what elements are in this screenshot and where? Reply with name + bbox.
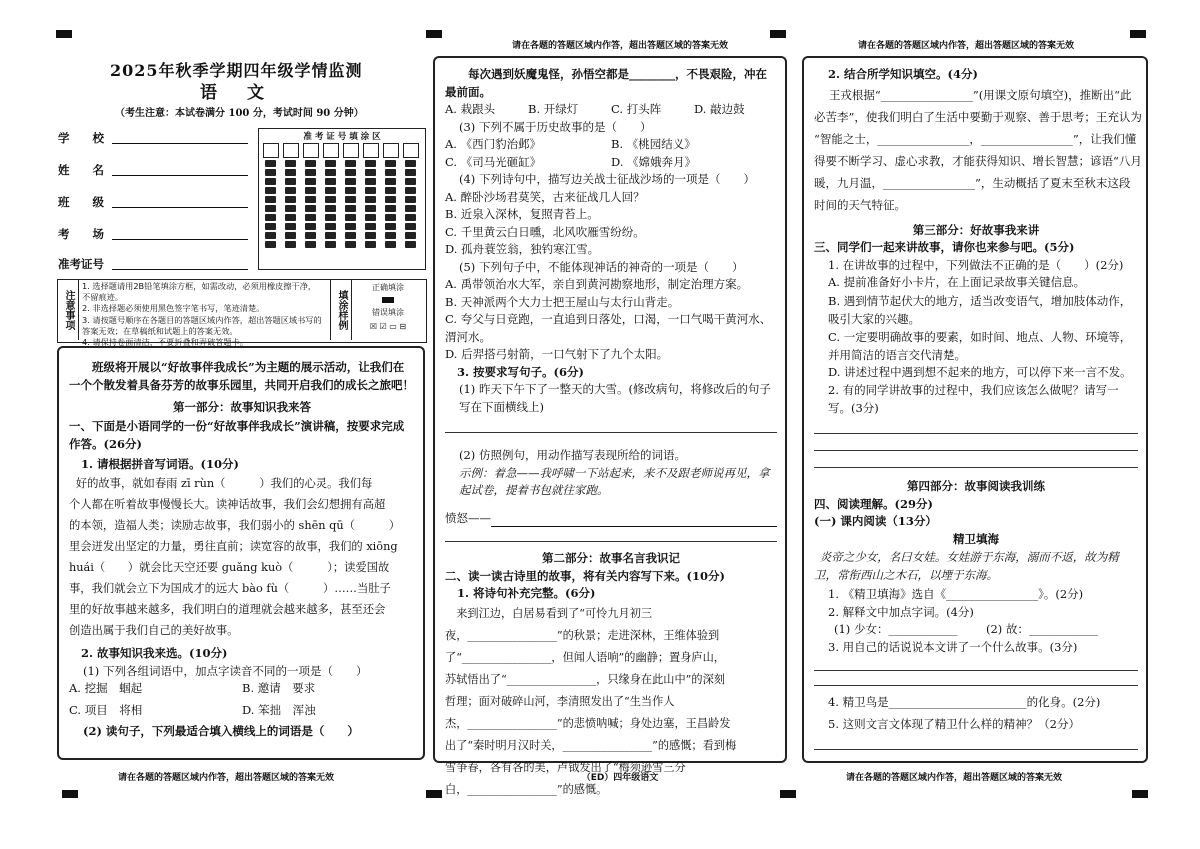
id-bubble[interactable]	[345, 241, 356, 248]
wrong-label: 错误填涂	[372, 308, 404, 317]
id-bubble[interactable]	[365, 214, 376, 221]
fill-passage[interactable]	[814, 84, 1142, 216]
page-footer: （ED）四年级语文	[581, 773, 659, 783]
reading-q2: 2. 解释文中加点字词。(4分)	[828, 604, 974, 619]
id-bubble[interactable]	[365, 205, 376, 212]
exam-note: （考生注意：本试卷满分 100 分，考试时间 90 分钟）	[115, 108, 364, 119]
id-area-title: 准 考 证 号 填 涂 区	[303, 132, 381, 142]
part2-title: 第二部分：故事名言我识记	[542, 551, 680, 565]
id-bubble[interactable]	[285, 232, 296, 239]
question-2: 二、读一读古诗里的故事，将有关内容写下来。(10分)	[445, 568, 725, 583]
question-3: 三、同学们一起来讲故事，请你也来参与吧。(5分)	[814, 240, 1075, 254]
field-room-label: 考 场	[58, 227, 104, 241]
id-bubble[interactable]	[285, 196, 296, 203]
fill-line: 暖，九月温，________________”，生动概括了夏末至秋末这段	[814, 175, 1131, 190]
reading-q2-item[interactable]: (2) 故：____________	[986, 622, 1098, 636]
question-2-2: 2. 结合所学知识填空。(4分)	[828, 67, 978, 81]
fill-line: 时间的天气特征。	[814, 197, 906, 212]
field-school-label: 学 校	[58, 131, 104, 145]
id-bubble[interactable]	[345, 169, 356, 176]
id-bubble[interactable]	[265, 196, 276, 203]
option-a[interactable]: A. 醉卧沙场君莫笑，古来征战几人回？	[445, 189, 645, 204]
id-bubble[interactable]	[365, 223, 376, 230]
registration-mark	[62, 790, 78, 798]
option-c[interactable]: C. 夸父与日竞跑，一直追到日落处，口渴，一口气喝干黄河水、渭河水。	[445, 312, 772, 344]
id-bubble[interactable]	[265, 169, 276, 176]
footer-notice: 请在各题的答题区域内作答，超出答题区域的答案无效	[118, 773, 335, 783]
id-bubble[interactable]	[385, 205, 396, 212]
id-bubble[interactable]	[325, 223, 336, 230]
field-name-label: 姓 名	[58, 163, 104, 177]
correct-sample	[382, 297, 394, 303]
id-bubble[interactable]	[365, 178, 376, 185]
notes-label: 注意事项	[58, 280, 79, 340]
option-c[interactable]: C. 项目 将相	[69, 702, 143, 717]
question-3b-2: (2) 仿照例句，用动作描写表现所给的词语。	[459, 448, 686, 462]
id-digit-box[interactable]	[383, 143, 399, 158]
bubble-grid[interactable]	[263, 143, 420, 248]
id-bubble[interactable]	[285, 187, 296, 194]
prompt-label: 愤怒——	[445, 510, 491, 525]
exam-room-field[interactable]	[112, 239, 248, 240]
options-row[interactable]	[445, 101, 777, 119]
id-bubble[interactable]	[265, 241, 276, 248]
id-bubble[interactable]	[325, 214, 336, 221]
id-bubble[interactable]	[265, 160, 276, 167]
option-d[interactable]: D. 讲述过程中遇到想不起来的地方，可以停下来一言不发。	[828, 364, 1132, 379]
poem-line: 白，________________”的感慨。	[445, 782, 608, 796]
note-item: 4. 请保持卷面清洁，不要折叠和弄破答题卡。	[82, 337, 248, 348]
id-bubble[interactable]	[405, 187, 416, 194]
prompt-row[interactable]	[445, 510, 777, 528]
question-3b: 3. 按要求写句子。(6分)	[457, 364, 584, 379]
id-bubble[interactable]	[365, 241, 376, 248]
answer-line[interactable]	[445, 541, 777, 542]
fill-line: 得要不断学习、虚心求教，才能获得知识、增长智慧；谚语“八月	[814, 153, 1142, 168]
registration-mark	[426, 790, 442, 798]
id-bubble[interactable]	[305, 223, 316, 230]
fill-line: 王戎根据“________________”(用课文原句填空)，推断出“此	[828, 87, 1132, 102]
id-digit-box[interactable]	[323, 143, 339, 158]
id-bubble[interactable]	[285, 178, 296, 185]
exam-title: 2025年秋季学期四年级学情监测	[110, 61, 363, 80]
left-answer-box	[57, 346, 425, 760]
id-digit-box[interactable]	[343, 143, 359, 158]
notes-box	[57, 279, 427, 348]
option-b[interactable]: B. 遇到情节起伏大的地方，适当改变语气，增加肢体动作，吸引大家的兴趣。	[828, 293, 1132, 326]
option-c[interactable]: C. 一定要明确故事的要素，如时间、地点、人物、环境等，并用简洁的语言交代清楚。	[828, 329, 1132, 362]
id-bubble[interactable]	[285, 205, 296, 212]
id-bubble[interactable]	[305, 214, 316, 221]
id-bubble[interactable]	[265, 178, 276, 185]
option-a[interactable]: A. 栽跟头	[445, 102, 496, 116]
passage-line: 事，我们就会立下为国成才的远大 bào fù（ ）……当肚子	[69, 582, 391, 595]
option-d[interactable]: D. 后羿搭弓射箭，一口气射下了九个太阳。	[445, 347, 669, 361]
id-bubble[interactable]	[405, 214, 416, 221]
note-item: 1. 选择题请用2B铅笔填涂方框，如需改动，必须用橡皮擦干净，不留痕迹。	[82, 281, 317, 303]
id-bubble[interactable]	[385, 223, 396, 230]
option-b[interactable]: B. 《桃园结义》	[611, 137, 696, 151]
option-a[interactable]: A. 提前准备好小卡片，在上面记录故事关键信息。	[828, 275, 1086, 289]
answer-line[interactable]	[491, 514, 777, 527]
answer-line[interactable]	[445, 432, 777, 433]
id-bubble[interactable]	[285, 160, 296, 167]
poem-line: 夜，________________”的秋景；走进深林，王维体验到	[445, 628, 720, 642]
question-1-2-2: (2) 读句子，下列最适合填入横线上的词语是（ ）	[83, 724, 359, 738]
reading-title: 精卫填海	[953, 531, 999, 546]
intro-text: 班级将开展以“好故事伴我成长”为主题的展示活动，让我们在一个个散发着具备芬芳的故事乐园里，共同开启我们的成长之旅吧！	[69, 360, 414, 392]
wrong-sample: ☒ ☑ ▭ ⊟	[369, 322, 407, 331]
poem-line: 了“________________，但闻人语响”的幽静；置身庐山，	[445, 650, 725, 664]
poem-line: 苏轼悟出了“________________，只缘身在此山中”的深刻	[445, 672, 725, 686]
reading-q1: 1. 《精卫填海》选自《________________》。(2分)	[828, 587, 1084, 601]
answer-line[interactable]	[814, 433, 1138, 434]
reading-text: 炎帝之少女，名曰女娃。女娃游于东海，溺而不返，故为精卫，常衔西山之木石，以堙于东海。	[814, 550, 1119, 582]
id-bubble[interactable]	[345, 214, 356, 221]
id-bubble[interactable]	[365, 187, 376, 194]
id-bubble[interactable]	[405, 223, 416, 230]
option-c[interactable]: C. 打头阵	[611, 102, 662, 116]
answer-line[interactable]	[814, 685, 1138, 686]
id-bubble[interactable]	[325, 160, 336, 167]
correct-label: 正确填涂	[372, 283, 404, 292]
id-bubble[interactable]	[285, 223, 296, 230]
question-3b-1: (1) 昨天下午下了一整天的大雪。(修改病句，将修改后的句子写在下面横线上)	[459, 382, 771, 414]
id-bubble[interactable]	[405, 169, 416, 176]
question-1-2: 2. 故事知识我来选。(10分)	[81, 646, 228, 660]
id-bubble[interactable]	[325, 205, 336, 212]
reading-q3: 3. 用自己的话说说本文讲了一个什么故事。(3分)	[828, 639, 1078, 654]
reading-q2-items[interactable]	[814, 621, 1138, 639]
answer-line[interactable]	[814, 450, 1138, 451]
id-bubble[interactable]	[365, 232, 376, 239]
id-bubble[interactable]	[265, 214, 276, 221]
id-bubble[interactable]	[305, 169, 316, 176]
subject-title: 语文	[200, 83, 294, 103]
id-bubble[interactable]	[265, 232, 276, 239]
option-a[interactable]: A. 挖掘 蝈起	[69, 681, 143, 695]
option-b[interactable]: B. 邀请 要求	[242, 681, 316, 695]
id-bubble[interactable]	[325, 196, 336, 203]
poem-line: 哲理；面对破碎山河，李清照发出了“生当作人	[445, 694, 675, 708]
options-row[interactable]	[445, 136, 777, 154]
option-b[interactable]: B. 开绿灯	[528, 102, 579, 116]
id-fill-area[interactable]	[258, 128, 426, 270]
option-d[interactable]: D. 孤舟蓑笠翁，独钓寒江雪。	[445, 242, 600, 256]
id-bubble[interactable]	[345, 232, 356, 239]
fill-sample	[354, 282, 422, 332]
id-bubble[interactable]	[325, 169, 336, 176]
fill-line: “智能之士，________________，________________”，让我们懂	[814, 131, 1137, 146]
id-bubble[interactable]	[385, 160, 396, 167]
field-class-label: 班 级	[58, 195, 104, 209]
id-bubble[interactable]	[405, 241, 416, 248]
question-2-1: 1. 将诗句补充完整。(6分)	[457, 586, 596, 600]
option-c[interactable]: C. 千里黄云白日曛，北风吹雁雪纷纷。	[445, 224, 645, 239]
question-4: 四、阅读理解。(29分)	[814, 496, 933, 511]
id-digit-box[interactable]	[283, 143, 299, 158]
reading-q2-item[interactable]: (1) 少女：____________	[834, 622, 958, 636]
id-bubble[interactable]	[325, 232, 336, 239]
registration-mark	[780, 790, 796, 798]
options-row[interactable]	[69, 680, 415, 698]
question-4: (4) 下列诗句中，描写边关战士征战沙场的一项是（ ）	[459, 172, 755, 186]
poem-line: 杰，________________”的悲愤呐喊；身处边塞，王昌龄发	[445, 716, 731, 730]
note-item: 3. 请按题号顺序在各题目的答题区域内作答，超出答题区域书写的答案无效；在草稿纸和试题上的答案无效。	[82, 314, 322, 336]
option-b[interactable]: B. 天神派两个大力士把王屋山与太行山背走。	[445, 294, 680, 309]
id-bubble[interactable]	[385, 196, 396, 203]
fill-sample-label: 填涂样例	[330, 280, 352, 340]
id-bubble[interactable]	[325, 241, 336, 248]
option-d[interactable]: D. 笨拙 浑浊	[242, 702, 316, 717]
options-row[interactable]	[69, 702, 415, 720]
id-bubble[interactable]	[305, 178, 316, 185]
answer-line[interactable]	[814, 749, 1138, 750]
id-bubble[interactable]	[405, 178, 416, 185]
option-c[interactable]: C. 《司马光砸缸》	[445, 154, 542, 169]
top-notice: 请在各题的答题区域内作答，超出答题区域的答案无效	[857, 41, 1074, 51]
id-bubble[interactable]	[345, 187, 356, 194]
question-3-2: 2. 有的同学讲故事的过程中，我们应该怎么做呢？请写一写。(3分)	[828, 383, 1119, 415]
footer-notice: 请在各题的答题区域内作答，超出答题区域的答案无效	[846, 773, 1063, 783]
id-bubble[interactable]	[285, 169, 296, 176]
id-bubble[interactable]	[365, 169, 376, 176]
id-bubble[interactable]	[405, 205, 416, 212]
reading-q5: 5. 这则文言文体现了精卫什么样的精神？（2分）	[828, 716, 1080, 731]
question-3: (3) 下列不属于历史故事的是（ ）	[459, 119, 652, 134]
id-bubble[interactable]	[405, 160, 416, 167]
option-a[interactable]: A. 禹带领治水大军，亲自到黄河勘察地形，制定治理方案。	[445, 277, 749, 291]
id-bubble[interactable]	[365, 160, 376, 167]
id-digit-box[interactable]	[403, 143, 419, 158]
id-bubble[interactable]	[385, 214, 396, 221]
id-bubble[interactable]	[325, 178, 336, 185]
id-bubble[interactable]	[305, 160, 316, 167]
field-id-label: 准考证号	[58, 257, 104, 271]
id-bubble[interactable]	[305, 187, 316, 194]
passage-line: 里的好故事越来越多，我们明白的道理就会越来越多，甚至还会	[69, 603, 386, 616]
question-1: 一、下面是小语同学的一份“好故事伴我成长”演讲稿，按要求完成作答。(26分)	[69, 418, 405, 451]
id-bubble[interactable]	[305, 241, 316, 248]
note-item: 2. 非选择题必须使用黑色签字笔书写，笔迹清楚。	[82, 303, 265, 314]
answer-line[interactable]	[814, 670, 1138, 671]
part4-title: 第四部分：故事阅读我训练	[907, 479, 1045, 493]
fill-line: 必苦李”，使我们明白了生活中要勤于观察、善于思考；王充认为	[814, 109, 1142, 124]
id-bubble[interactable]	[305, 196, 316, 203]
option-d[interactable]: D. 《嫦娥奔月》	[611, 154, 697, 169]
registration-mark	[56, 30, 72, 38]
poem-line: 雪争春，各有各的美，卢钺发出了“梅须逊雪三分	[445, 760, 686, 774]
registration-mark	[770, 30, 786, 38]
passage[interactable]	[69, 473, 415, 641]
fill-sentence: 每次遇到妖魔鬼怪，孙悟空都是________，不畏艰险，冲在最前面。	[445, 67, 767, 99]
part3-title: 第三部分：好故事我来讲	[912, 222, 1040, 237]
registration-mark	[426, 30, 442, 38]
id-bubble[interactable]	[405, 232, 416, 239]
passage-line: huái（ ）就会比天空还要 guǎng kuò（ ）；读爱国故	[69, 561, 390, 574]
top-notice: 请在各题的答题区域内作答，超出答题区域的答案无效	[511, 41, 728, 51]
notes-list	[82, 281, 322, 348]
id-bubble[interactable]	[385, 187, 396, 194]
id-bubble[interactable]	[345, 196, 356, 203]
right-answer-box	[802, 56, 1148, 763]
registration-mark	[1130, 30, 1146, 38]
passage-line: 里会迸发出坚定的力量，勇往直前；读宽容的故事，我们的 xiōng	[69, 540, 398, 553]
school-field[interactable]	[112, 143, 248, 144]
id-digit-box[interactable]	[263, 143, 279, 158]
id-bubble[interactable]	[265, 223, 276, 230]
option-d[interactable]: D. 敲边鼓	[694, 102, 745, 116]
passage-line: 创造出属于我们自己的美好故事。	[69, 624, 239, 637]
answer-line[interactable]	[814, 467, 1138, 468]
id-bubble[interactable]	[345, 160, 356, 167]
option-a[interactable]: A. 《西门豹治邺》	[445, 137, 542, 151]
id-bubble[interactable]	[365, 196, 376, 203]
id-bubble[interactable]	[385, 241, 396, 248]
class-field[interactable]	[112, 207, 248, 208]
id-bubble[interactable]	[385, 232, 396, 239]
passage-line: 的本领，造福人类；读励志故事，我们弱小的 shēn qū（ ）	[69, 519, 401, 532]
poem-line: 来到江边，白居易看到了“可怜九月初三	[456, 606, 653, 620]
passage-line: 个人都在听着故事慢慢长大。读神话故事，我们会幻想拥有高超	[69, 498, 386, 511]
id-bubble[interactable]	[345, 205, 356, 212]
id-bubble[interactable]	[305, 205, 316, 212]
exam-id-field[interactable]	[112, 269, 248, 270]
id-bubble[interactable]	[345, 223, 356, 230]
id-bubble[interactable]	[285, 214, 296, 221]
question-1-1: 1. 请根据拼音写词语。(10分)	[81, 456, 239, 471]
id-digit-box[interactable]	[303, 143, 319, 158]
options-row[interactable]	[445, 154, 777, 172]
id-bubble[interactable]	[265, 205, 276, 212]
name-field[interactable]	[112, 175, 248, 176]
question-4-sub: (一) 课内阅读（13分）	[814, 514, 937, 528]
reading-q4: 4. 精卫鸟是________________________的化身。(2分)	[828, 695, 1101, 709]
id-bubble[interactable]	[325, 187, 336, 194]
question-1-2-1: (1) 下列各组词语中，加点字读音不同的一项是（ ）	[83, 663, 368, 678]
id-digit-box[interactable]	[363, 143, 379, 158]
id-bubble[interactable]	[385, 178, 396, 185]
passage-line: 好的故事，就如春雨 zī rùn（ ）我们的心灵。我们每	[75, 477, 373, 490]
registration-mark	[1132, 790, 1148, 798]
id-bubble[interactable]	[265, 187, 276, 194]
poem-line: 出了“秦时明月汉时关，________________”的感慨；看到梅	[445, 738, 737, 752]
id-bubble[interactable]	[345, 178, 356, 185]
id-bubble[interactable]	[405, 196, 416, 203]
question-5: (5) 下列句子中，不能体现神话的神奇的一项是（ ）	[459, 259, 744, 274]
part1-title: 第一部分：故事知识我来答	[173, 400, 311, 414]
id-bubble[interactable]	[385, 169, 396, 176]
id-bubble[interactable]	[305, 232, 316, 239]
example-text: 示例：着急——我呼啸一下站起来，来不及跟老师说再见，拿起试卷，提着书包就往家跑。	[459, 465, 770, 497]
question-3-1: 1. 在讲故事的过程中，下列做法不正确的是（ ）(2分)	[828, 257, 1124, 272]
id-bubble[interactable]	[285, 241, 296, 248]
option-b[interactable]: B. 近泉入深林，复照青苔上。	[445, 207, 599, 221]
